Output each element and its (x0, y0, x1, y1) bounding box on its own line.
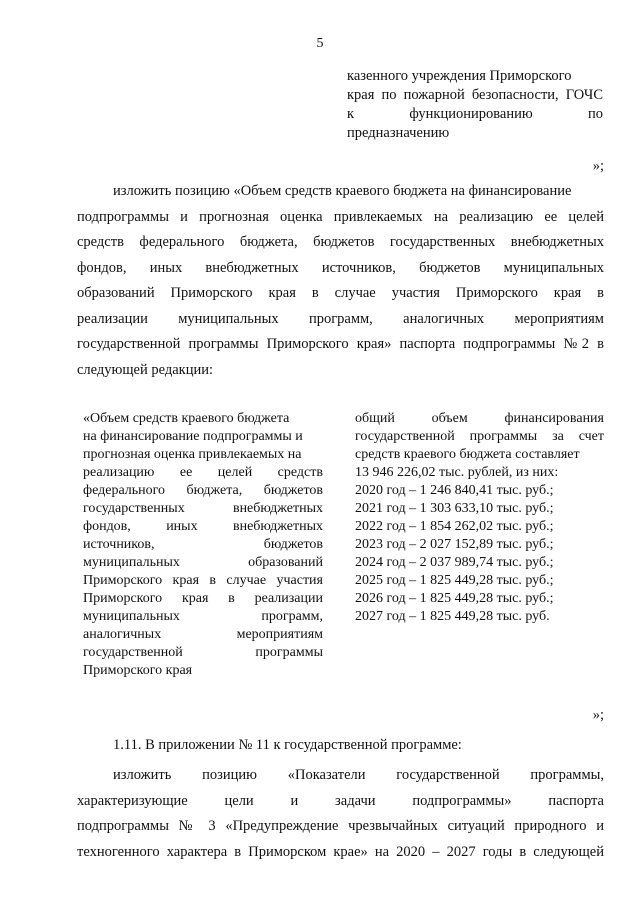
paragraph-appendix (77, 763, 604, 865)
section-heading (77, 733, 604, 759)
table-cell-line: Приморского края в реализации (83, 591, 323, 606)
paragraph-line: фондов, иных внебюджетных источников, бюджетов муниципальных (77, 259, 604, 276)
paragraph-line: средств федерального бюджета, бюджетов государственных внебюджетных (77, 234, 604, 250)
tail-line: к функционированию по (347, 106, 603, 122)
table-cell-line: источников, бюджетов (83, 537, 323, 552)
table-cell-line: аналогичных мероприятиям (83, 627, 323, 642)
table-cell-line: государственной программы за счет (355, 429, 604, 444)
paragraph-line: характеризующие цели и задачи подпрограммы» паспорта (77, 792, 604, 809)
paragraph-line: образований Приморского края в случае участия Приморского края в (77, 285, 604, 301)
funding-year-line: 2020 год – 1 246 840,41 тыс. руб.; (355, 483, 554, 498)
paragraph-line: реализации муниципальных программ, аналогичных мероприятиям (77, 310, 604, 327)
table-cell-line: 13 946 226,02 тыс. рублей, из них: (355, 465, 559, 480)
previous-text-tail (347, 67, 603, 143)
paragraph-line: подпрограммы № 3 «Предупреждение чрезвычайных ситуаций природного и (77, 818, 604, 834)
paragraph-line: следующей редакции: (77, 361, 214, 378)
paragraph-line: подпрограммы и прогнозная оценка привлекаемых на реализацию ее целей (77, 208, 604, 225)
paragraph-amendment (77, 179, 604, 383)
funding-year-line: 2026 год – 1 825 449,28 тыс. руб.; (355, 591, 554, 606)
table-cell-line: фондов, иных внебюджетных (83, 519, 323, 534)
tail-line: казенного учреждения Приморского (347, 68, 572, 84)
table-cell-line: муниципальных образований (83, 555, 323, 570)
table-cell-line: государственных внебюджетных (83, 501, 323, 516)
table-cell-line: муниципальных программ, (83, 609, 323, 624)
table-cell-line: реализацию ее целей средств (83, 465, 323, 480)
table-cell-line: федерального бюджета, бюджетов (83, 483, 323, 498)
table-cell-line: средств краевого бюджета составляет (355, 447, 580, 462)
funding-year-line: 2027 год – 1 825 449,28 тыс. руб. (355, 609, 550, 624)
funding-year-line: 2025 год – 1 825 449,28 тыс. руб.; (355, 573, 554, 588)
paragraph-line: государственной программы Приморского края» паспорта подпрограммы №2 в (77, 336, 604, 352)
table-cell-line: Приморского края в случае участия (83, 573, 323, 588)
page-number: 5 (316, 36, 324, 51)
paragraph-line: техногенного характера в Приморском крае» на 2020 – 2027 годы в следующей (77, 843, 604, 860)
table-cell-line: «Объем средств краевого бюджета (83, 411, 290, 426)
section-heading-text: 1.11. В приложении № 11 к государственной программе: (113, 737, 462, 753)
table-cell-line: общий объем финансирования (355, 411, 604, 426)
table-cell-line: государственной программы (83, 645, 323, 660)
funding-year-line: 2024 год – 2 037 989,74 тыс. руб.; (355, 555, 554, 570)
funding-year-line: 2021 год – 1 303 633,10 тыс. руб.; (355, 501, 554, 516)
closing-quote: »; (592, 707, 604, 723)
tail-line: края по пожарной безопасности, ГОЧС (347, 87, 603, 103)
table-right-column (355, 410, 604, 626)
table-cell-line: прогнозная оценка привлекаемых на (83, 447, 302, 462)
paragraph-line: изложить позицию «Показатели государственной программы, (113, 767, 604, 783)
table-cell-line: на финансирование подпрограммы и (83, 429, 303, 444)
funding-year-line: 2023 год – 2 027 152,89 тыс. руб.; (355, 537, 554, 552)
table-cell-line: Приморского края (83, 663, 193, 678)
closing-quote: »; (592, 158, 604, 174)
table-left-column (83, 410, 323, 680)
funding-year-line: 2022 год – 1 854 262,02 тыс. руб.; (355, 519, 554, 534)
paragraph-line: изложить позицию «Объем средств краевого бюджета на финансирование (113, 183, 572, 199)
tail-line: предназначению (347, 125, 450, 141)
